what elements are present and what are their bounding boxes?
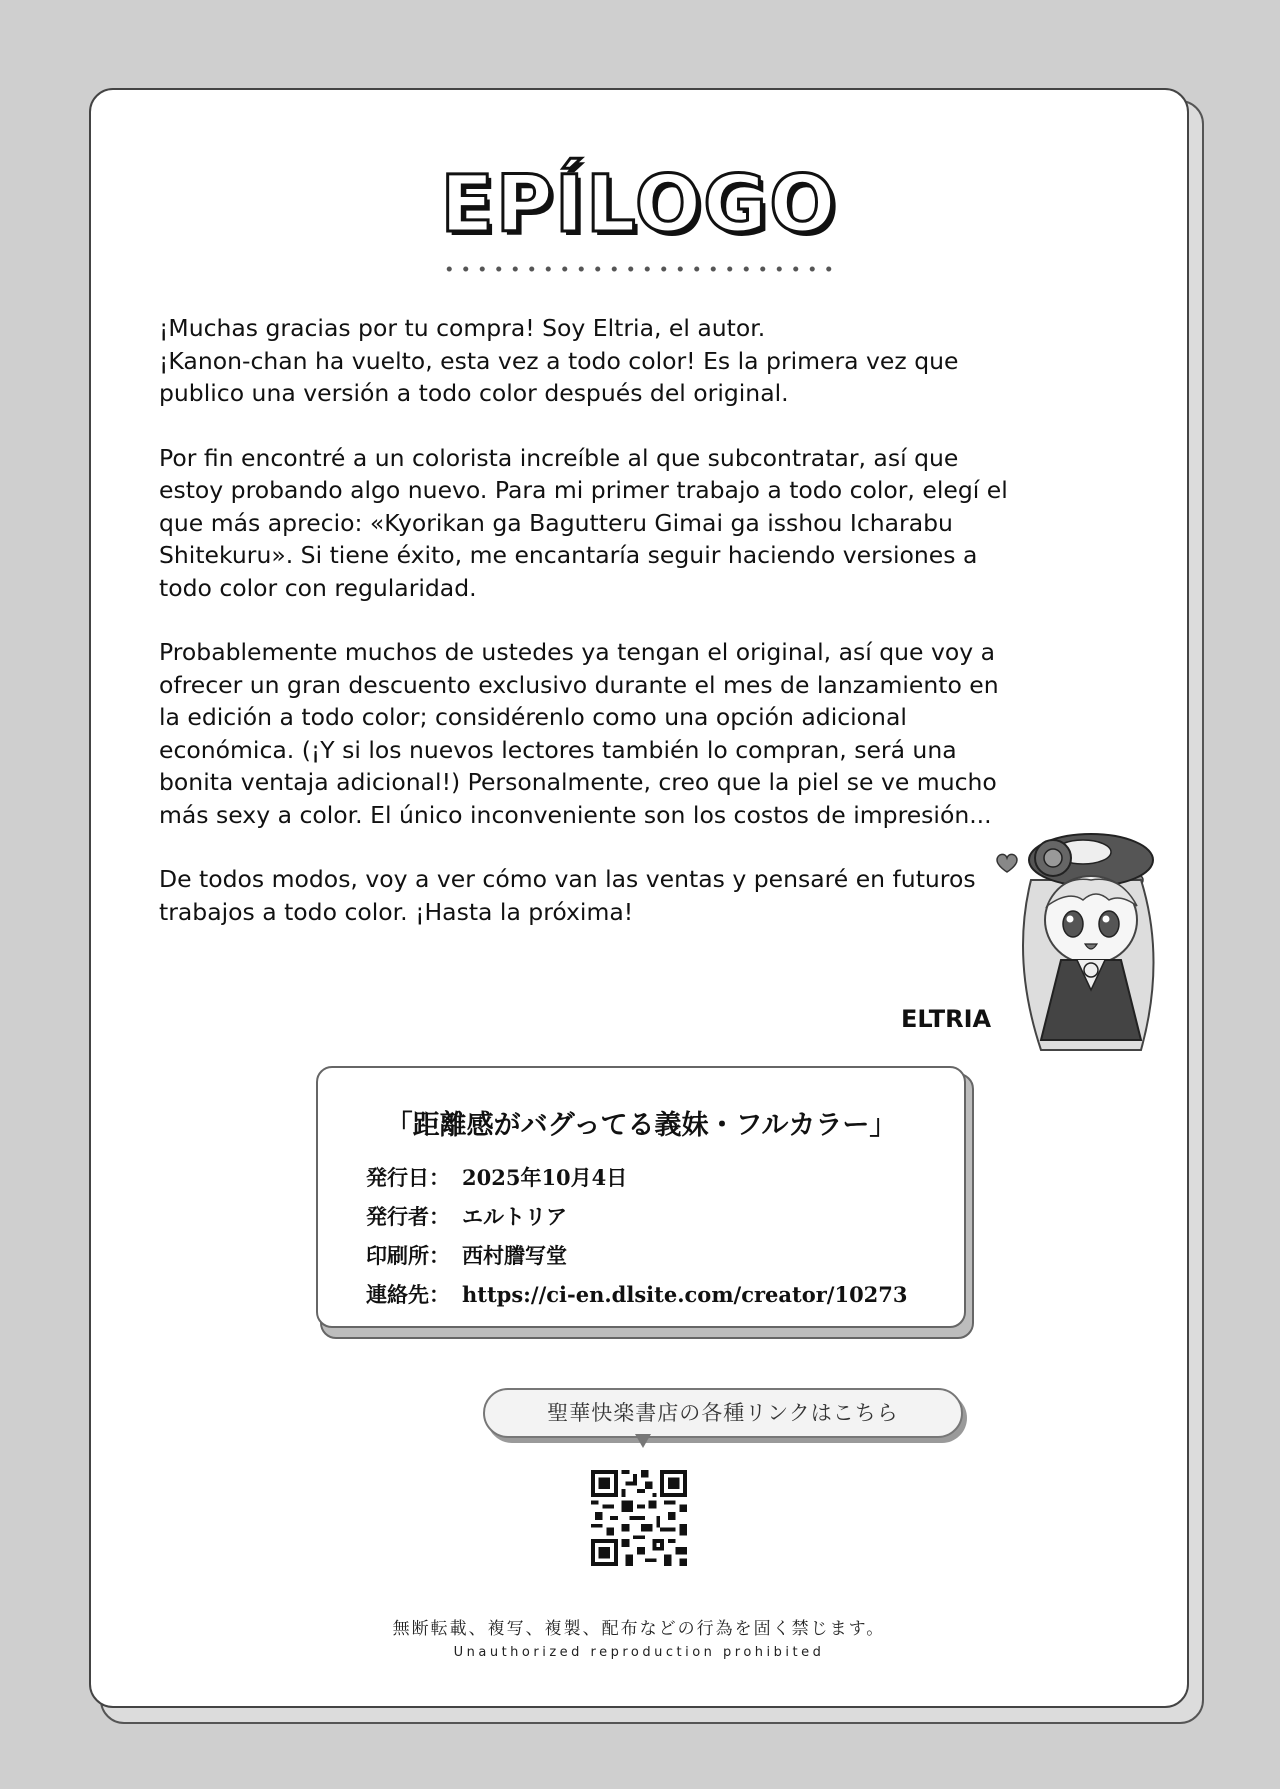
dotted-divider bbox=[441, 265, 841, 273]
colophon-row-date bbox=[366, 1162, 627, 1192]
paragraph-3: Probablemente muchos de ustedes ya tengan el original, así que voy a ofrecer un gran descuento exclusivo durante el mes de lanzamiento en la edición a todo color; considérenlo como una opción adicional económica. (¡Y si los nuevos lectores también lo compran, será una bonita ventaja adicional!) Personalmente, creo que la piel se ve mucho más sexy a color. El único inconveniente son los costos de impresión... bbox=[159, 638, 999, 829]
copyright-notice-en: Unauthorized reproduction prohibited bbox=[453, 1645, 825, 1660]
colophon-label: 印刷所： bbox=[366, 1243, 450, 1268]
epilogue-text bbox=[159, 312, 1019, 960]
colophon-label: 発行日： bbox=[366, 1165, 450, 1190]
chibi-character-illustration bbox=[991, 820, 1191, 1060]
paragraph-4: De todos modos, voy a ver cómo van las ventas y pensaré en futuros trabajos a todo color. ¡Hasta la próxima! bbox=[159, 865, 976, 926]
page-card bbox=[89, 88, 1189, 1708]
colophon-value: エルトリア bbox=[462, 1204, 567, 1229]
colophon-label: 連絡先： bbox=[366, 1282, 450, 1307]
colophon-value: 2025年10月4日 bbox=[462, 1165, 628, 1190]
speech-tail bbox=[635, 1434, 651, 1448]
page-title: EPÍLOGO bbox=[440, 160, 838, 250]
colophon-value: 西村謄写堂 bbox=[462, 1243, 567, 1268]
colophon-row-printer bbox=[366, 1240, 567, 1270]
colophon-contact-link[interactable]: https://ci-en.dlsite.com/creator/10273 bbox=[462, 1282, 908, 1307]
paragraph-2: Por fin encontré a un colorista increíble al que subcontratar, así que estoy probando algo nuevo. Para mi primer trabajo a todo color, elegí el que más aprecio: «Kyorikan ga Bagutteru Gimai ga isshou Icharabu Shitekuru». Si tiene éxito, me encantaría seguir haciendo versiones a todo color con regularidad. bbox=[159, 443, 1008, 602]
colophon-label: 発行者： bbox=[366, 1204, 450, 1229]
author-signature: ELTRIA bbox=[901, 1005, 992, 1033]
colophon-title: 「距離感がバグってる義妹・フルカラー」 bbox=[385, 1110, 897, 1141]
copyright-notice-jp: 無断転載、複写、複製、配布などの行為を固く禁じます。 bbox=[392, 1619, 886, 1639]
colophon-row-contact bbox=[366, 1279, 908, 1309]
links-banner[interactable]: 聖華快楽書店の各種リンクはこちら bbox=[483, 1388, 963, 1438]
paragraph-1: ¡Muchas gracias por tu compra! Soy Eltria, el autor. ¡Kanon-chan ha vuelto, esta vez a todo color! Es la primera vez que publico una versión a todo color después del original. bbox=[159, 314, 959, 407]
colophon-row-publisher bbox=[366, 1201, 567, 1231]
qr-code-icon[interactable] bbox=[591, 1470, 687, 1566]
colophon-box bbox=[316, 1066, 966, 1328]
